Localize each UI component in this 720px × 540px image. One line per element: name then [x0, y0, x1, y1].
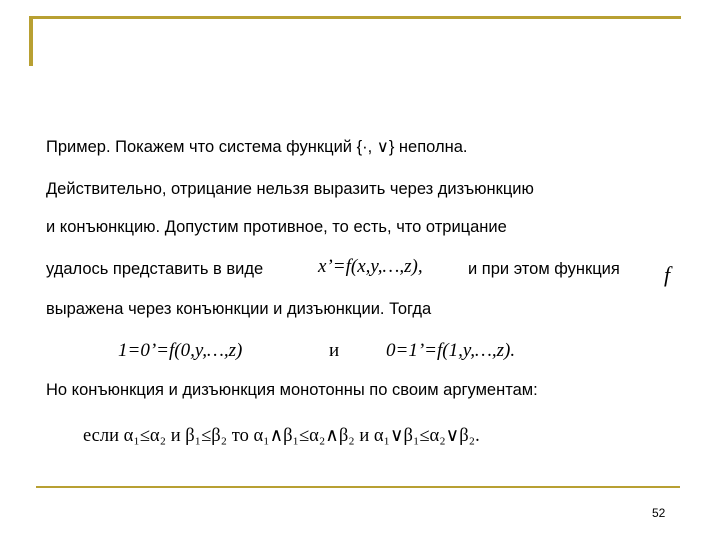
text-line-2: Действительно, отрицание нельзя выразить через дизъюнкцию: [46, 180, 534, 198]
text-line-1: Пример. Покажем что система функций {·, ∨} неполна.: [46, 138, 468, 156]
decorative-frame-bottom: [36, 486, 680, 488]
decorative-frame-left: [29, 16, 33, 66]
formula-and: и: [329, 340, 340, 361]
text-line-6: Но конъюнкция и дизъюнкция монотонны по своим аргументам:: [46, 381, 538, 399]
formula-right: 0=1’=f(1,y,…,z).: [386, 340, 516, 361]
text-line-4-left: удалось представить в виде: [46, 260, 264, 278]
text-line-3: и конъюнкцию. Допустим противное, то есть, что отрицание: [46, 218, 507, 236]
page-number: 52: [652, 506, 666, 520]
function-symbol-f: f: [664, 262, 671, 287]
formula-left: 1=0’=f(0,y,…,z): [118, 340, 243, 361]
inline-formula: x’=f(x,y,…,z),: [318, 256, 423, 277]
text-line-5: выражена через конъюнкции и дизъюнкции. Тогда: [46, 300, 432, 318]
decorative-frame-top: [29, 16, 681, 19]
monotonicity-formula: если α₁≤α₂ и β₁≤β₂ то α₁∧β₁≤α₂∧β₂ и α₁∨β₁≤α₂∨β₂.: [83, 426, 480, 446]
text-line-4-right: и при этом функция: [468, 260, 620, 278]
